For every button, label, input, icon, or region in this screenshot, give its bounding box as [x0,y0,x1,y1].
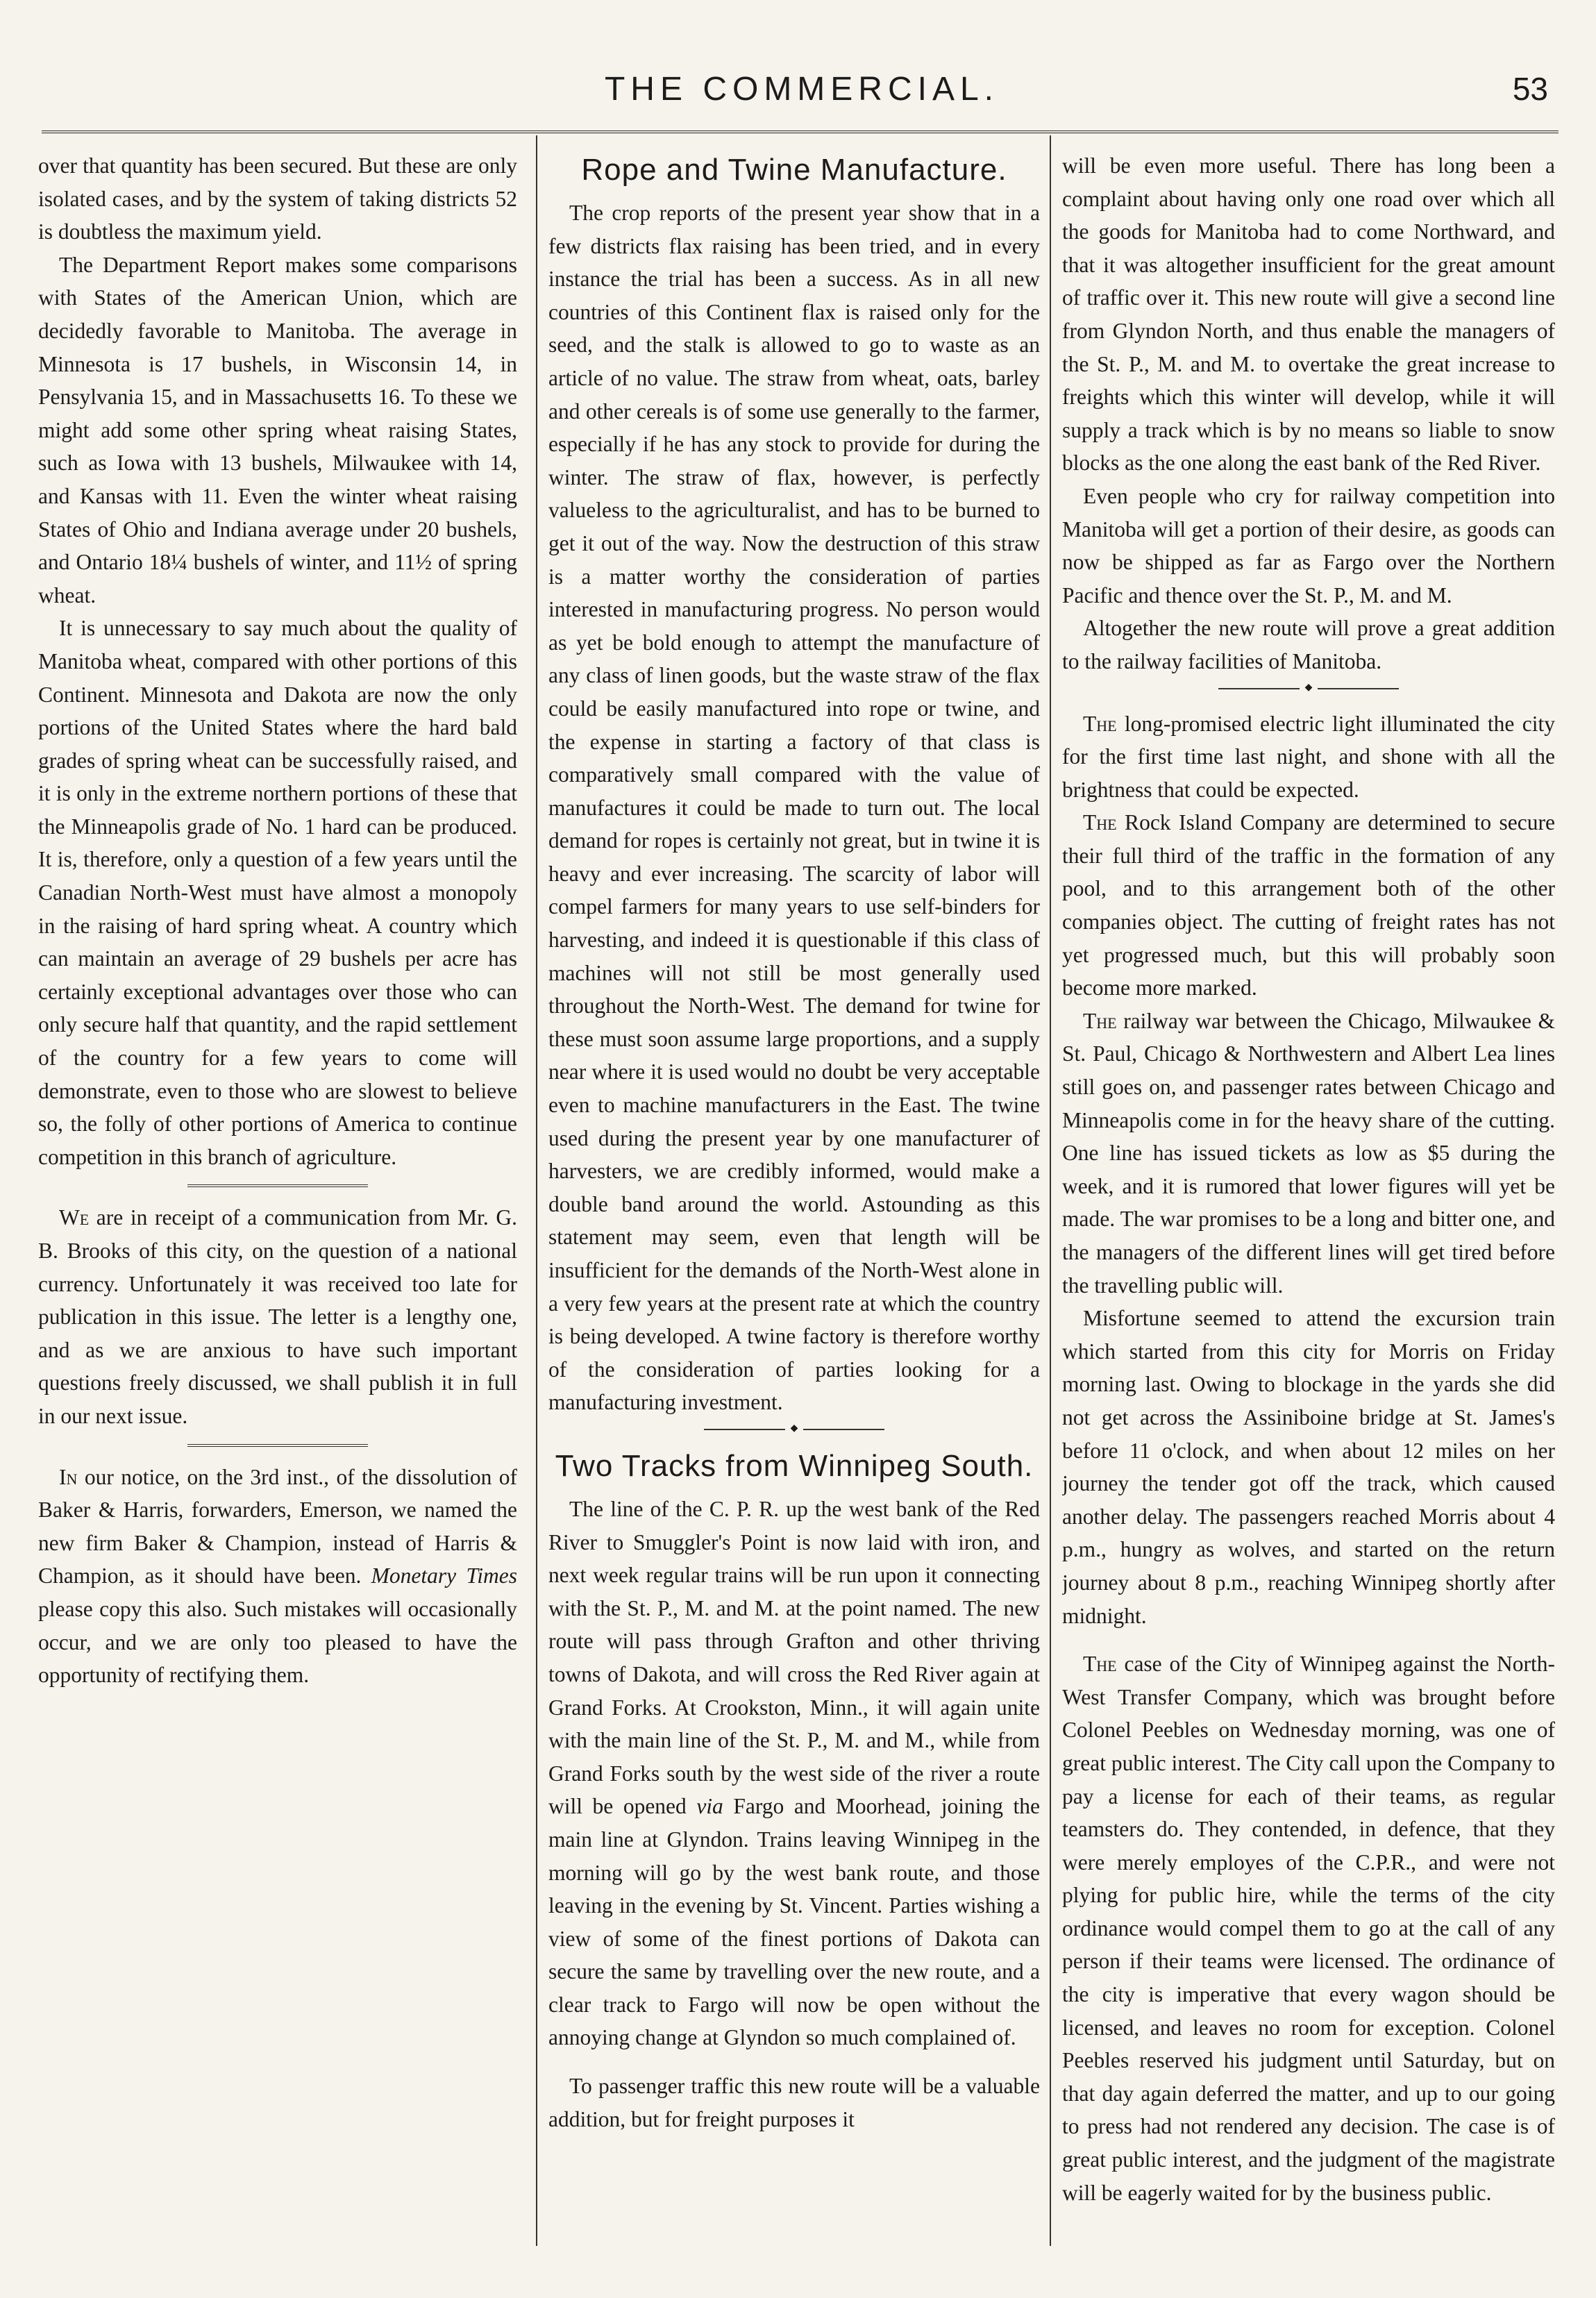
article-heading: Two Tracks from Winnipeg South. [555,1448,1034,1483]
column-3 [1062,149,1555,2253]
italic-text: Monetary Times [371,1563,517,1588]
paragraph: To passenger traffic this new route will be a valuable addition, but for freight purposes it [548,2074,1040,2131]
paragraph-lead: The [1083,1008,1117,1033]
masthead [42,66,1562,121]
column-divider [1050,135,1051,2246]
paragraph-lead: In [59,1464,78,1489]
paragraph [1062,1005,1555,1302]
article-heading: Rope and Twine Manufacture. [581,153,1007,187]
paragraph: Misfortune seemed to attend the excursion train which started from this city for Morris on Friday morning last. Owing to blockage in the yards she did not get across the Assiniboine bridge at St. James's before 11 o'clock, and when about 12 miles on her journey the tender got off the track, which caused another delay. The passengers reached Morris about 4 p.m., hungry as wolves, and started on the return journey about 8 p.m., reaching Winnipeg shortly after midnight. [1062,1306,1555,1628]
spacer [548,2054,1040,2070]
paragraph-text: our notice, on the 3rd inst., of the dissolution of Baker & Harris, forwarders, Emerson, we named the new firm Baker & Champion, instead of Harris & Champion, as it should have been. [38,1464,517,1588]
paragraph [38,1201,517,1432]
paragraph-text: The line of the C. P. R. up the west bank of the Red River to Smuggler's Point is now laid with iron, and next week regular trains will be run upon it connecting with the St. P., M. and M. at the point named. The new route will pass through Grafton and other thriving towns of Dakota, and will cross the Red River again at Grand Forks. At Crookston, Minn., it will again unite with the main line of the St. P., M. and M., while from Grand Forks south by the west side of the river a route will be opened [548,1496,1040,1819]
paragraph-text: are in receipt of a communication from Mr. G. B. Brooks of this city, on the question of a national currency. Unfortunately it was received too late for publication in this issue. The letter is a lengthy one, and as we are anxious to have such important questions freely discussed, we shall publish it in full in our next issue. [38,1205,517,1428]
header-rule [42,131,1559,133]
paragraph [38,1461,517,1692]
column-1 [38,149,517,2253]
paragraph-text: please copy this also. Such mistakes will occasionally occur, and we are only too pleased to have the opportunity of rectifying them. [38,1596,517,1688]
paragraph [1062,707,1555,807]
paragraph-text: Rock Island Company are determined to secure their full third of the traffic in the formation of any pool, and to this arrangement both of the other companies object. The cutting of freight rates has not yet progressed much, but this will probably soon become more marked. [1062,810,1555,1000]
paragraph-lead: The [1083,1652,1117,1677]
ornament-divider: ◆ [704,1429,884,1436]
paragraph-text: long-promised electric light illuminated the city for the first time last night, and shone with all the brightness that could be expected. [1062,711,1555,802]
publication-title: THE COMMERCIAL. [604,71,1000,108]
paragraph-text: case of the City of Winnipeg against the North-West Transfer Company, which was brought before Colonel Peebles on Wednesday morning, was one of great public interest. The City call upon the Company to pay a license for each of their teams, as regular teamsters do. They contended, in defence, that they were merely employes of the C.P.R., and were not plying for public hire, while the terms of the city ordinance would compel them to go at the call of any person if their teams were licensed. The ordinance of the city is imperative that every wagon should be licensed, and leaves no room for exception. Colonel Peebles reserved his judgment until Saturday, but on that day again deferred the matter, and up to our going to press had not rendered any decision. The case is of great public interest, and the judgment of the magistrate will be eagerly waited for by the business public. [1062,1652,1555,2205]
section-divider [187,1184,368,1187]
paragraph-lead: We [59,1205,90,1230]
paragraph: Altogether the new route will prove a great addition to the railway facilities of Manitoba. [1062,616,1555,673]
paragraph: over that quantity has been secured. But these are only isolated cases, and by the system of taking districts 52 is doubtless the maximum yield. [38,153,517,244]
spacer [1062,1632,1555,1647]
paragraph [1062,1647,1555,2209]
section-divider [187,1444,368,1447]
paragraph: The crop reports of the present year show that in a few districts flax raising has been tried, and in every instance the trial has been a success. As in all new countries of this Continent flax is raised only for the seed, and the stalk is allowed to go to waste as an article of no value. The straw from wheat, oats, barley and other cereals is of some use generally to the farmer, especially if he has any stock to provide for during the winter. The straw of flax, however, is perfectly valueless to the agriculturalist, and has to be burned to get it out of the way. Now the destruction of this straw is a matter worthy the consideration of parties interested in manufacturing progress. No person would as yet be bold enough to attempt the manufacture of any class of linen goods, but the waste straw of the flax could be easily manufactured into rope or twine, and the expense in starting a factory of that class is comparatively small compared with the value of manufactures it could be made to turn out. The local demand for ropes is certainly not great, but in twine it is heavy and ever increasing. The scarcity of labor will compel farmers for many years to use self-binders for harvesting, and indeed it is questionable if this class of machines will not still be most generally used throughout the North-West. The demand for twine for these must soon assume large proportions, and a supply near where it is used would no doubt be very acceptable even to machine manufacturers in the East. The twine used during the present year by one manufacturer of harvesters, we are credibly informed, would make a double band around the world. Astounding as this statement may seem, even that length will be insufficient for the demands of the North-West alone in a very few years at the present rate at which the country is being developed. A twine factory is therefore worthy of the consideration of parties looking for a manufacturing investment. [548,201,1040,1415]
paragraph: It is unnecessary to say much about the quality of Manitoba wheat, compared with other portions of this Continent. Minnesota and Dakota are now the only portions of the United States where the hard bald grades of spring wheat can be successfully raised, and it is only in the extreme northern portions of these that the Minneapolis grade of No. 1 hard can be produced. It is, therefore, only a question of a few years until the Canadian North-West must have almost a monopoly in the raising of hard spring wheat. A country which can maintain an average of 29 bushels per acre has certainly exceptional advantages over those who can only secure half that quantity, and the rapid settlement of the country for a few years to come will demonstrate, even to those who are slowest to believe so, the folly of other portions of America to continue competition in this branch of agriculture. [38,616,517,1169]
paragraph: The Department Report makes some comparisons with States of the American Union, which are decidedly favorable to Manitoba. The average in Minnesota is 17 bushels, in Wisconsin 14, in Pensylvania 15, and in Massachusetts 16. To these we might add some other spring wheat raising States, such as Iowa with 13 bushels, Milwaukee with 14, and Kansas with 11. Even the winter wheat raising States of Ohio and Indiana average under 20 bushels, and Ontario 18¼ bushels of winter, and 11½ of spring wheat. [38,252,517,607]
paragraph-text: railway war between the Chicago, Milwaukee & St. Paul, Chicago & Northwestern and Albert Lea lines still goes on, and passenger rates between Chicago and Minneapolis come in for the heavy share of the cutting. One line has issued tickets as low as $5 during the week, and it is rumored that lower figures will yet be made. The war promises to be a long and bitter one, and the managers of the different lines will get tired before the travelling public will. [1062,1008,1555,1298]
column-2 [548,149,1040,2253]
left-margin-binding-marks [0,0,33,2298]
paragraph [1062,806,1555,1005]
paragraph: will be even more useful. There has long been a complaint about having only one road over which all the goods for Manitoba had to come Northward, and that it was altogether insufficient for the great amount of traffic over it. This new route will give a second line from Glyndon North, and thus enable the managers of the St. P., M. and M. to overtake the great increase to freights which this winter will develop, while it will supply a track which is by no means so liable to snow blocks as the one along the east bank of the Red River. [1062,153,1555,476]
italic-text: via [696,1794,723,1819]
page-number: 53 [1512,71,1548,107]
paragraph-lead: The [1083,810,1117,835]
paragraph [548,1493,1040,2054]
paragraph-lead: The [1083,711,1117,736]
column-divider [536,135,537,2246]
paragraph-text: Fargo and Moorhead, joining the main line at Glyndon. Trains leaving Winnipeg in the morning will go by the west bank route, and those leaving in the evening by St. Vincent. Parties wishing a view of some of the finest portions of Dakota can secure the same by travelling over the new route, and a clear track to Fargo will now be open without the annoying change at Glyndon so much complained of. [548,1794,1040,2050]
paragraph: Even people who cry for railway competition into Manitoba will get a portion of their desire, as goods can now be shipped as far as Fargo over the Northern Pacific and thence over the St. P., M. and M. [1062,483,1555,607]
ornament-divider: ◆ [1218,688,1399,695]
